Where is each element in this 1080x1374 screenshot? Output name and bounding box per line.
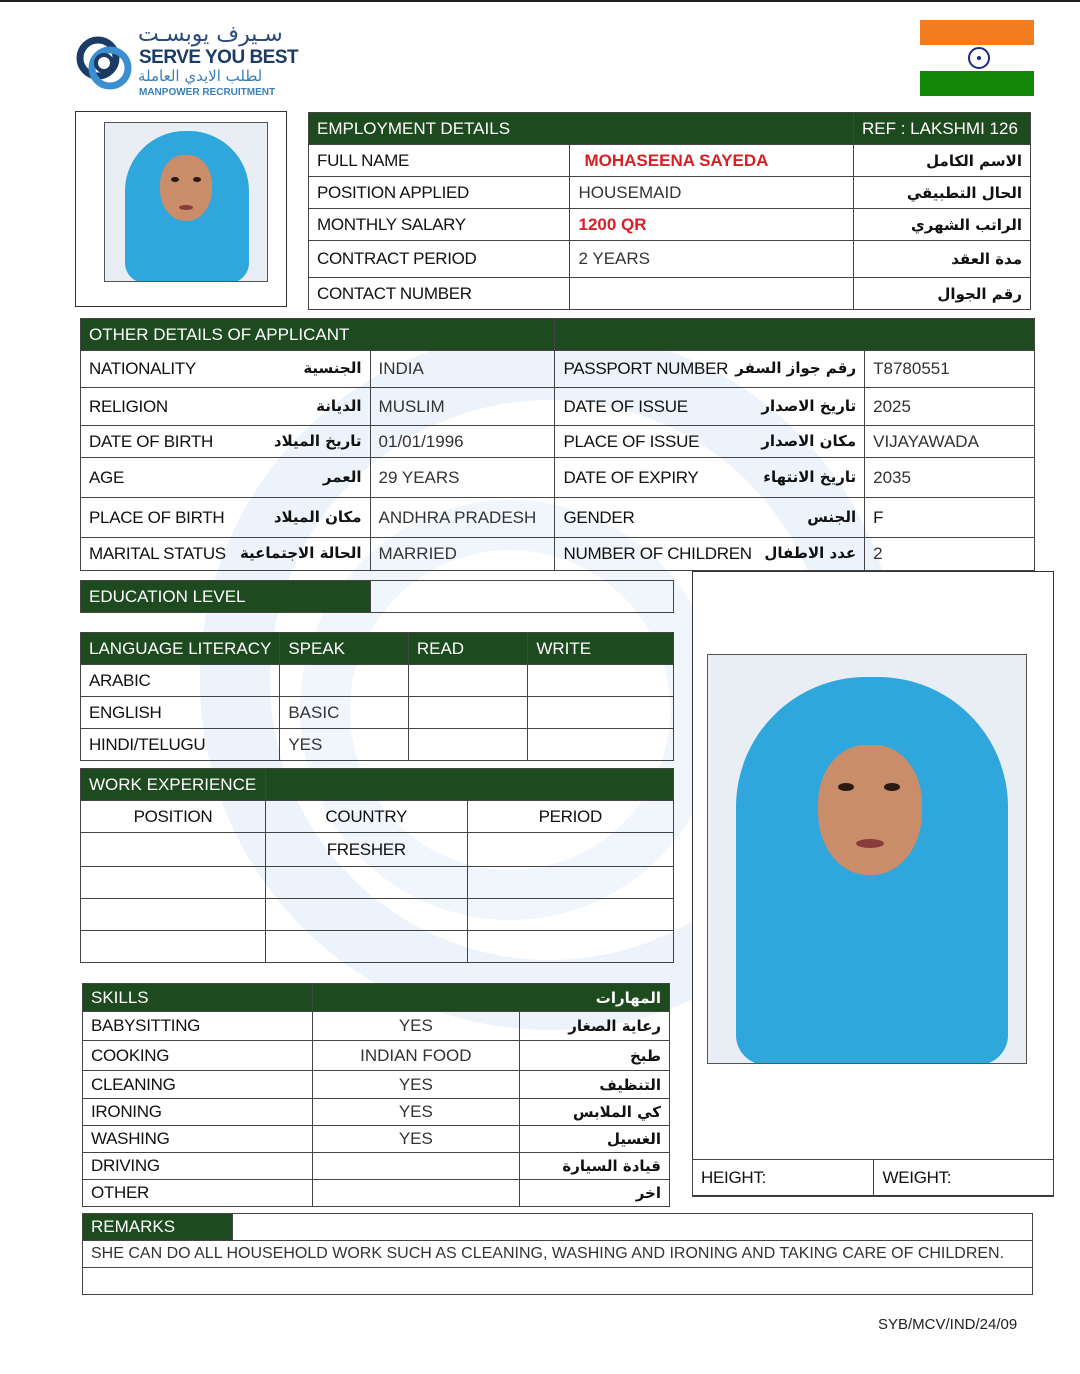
gender-label: GENDER <box>563 507 635 527</box>
dob-value: 01/01/1996 <box>370 426 555 458</box>
read-header: READ <box>408 633 527 665</box>
period-column: PERIOD <box>467 801 673 833</box>
table-row <box>81 729 674 761</box>
issue-place-arabic: مكان الاصدار <box>761 431 857 450</box>
contact-label: CONTACT NUMBER <box>309 278 570 310</box>
full-name-label: FULL NAME <box>309 145 570 177</box>
table-row <box>81 697 674 729</box>
logo-arabic-subtitle: لطلب الايدي العاملة <box>138 67 263 85</box>
logo-arabic-name: سـيرف يوبسـت <box>138 22 283 47</box>
passport-photo-frame <box>75 111 287 307</box>
ironing-arabic: كي الملابس <box>520 1099 670 1126</box>
other-details-header: OTHER DETAILS OF APPLICANT <box>81 319 555 351</box>
work-experience-table <box>80 768 674 963</box>
work-position <box>81 931 266 963</box>
contract-label: CONTRACT PERIOD <box>309 241 570 278</box>
language-header: LANGUAGE LITERACY <box>81 633 280 665</box>
work-country <box>265 931 467 963</box>
hindi-speak: YES <box>280 729 409 761</box>
work-position <box>81 899 266 931</box>
religion-value: MUSLIM <box>370 388 555 426</box>
passport-arabic: رقم جواز السفر <box>735 359 857 377</box>
nationality-arabic: الجنسية <box>303 359 362 377</box>
children-label: NUMBER OF CHILDREN <box>563 544 752 563</box>
table-row <box>83 1041 670 1071</box>
table-row <box>83 1126 670 1153</box>
passport-photo <box>104 122 268 282</box>
work-period <box>467 833 673 867</box>
arabic-write <box>528 665 674 697</box>
table-row <box>81 899 674 931</box>
contact-arabic: رقم الجوال <box>854 278 1031 310</box>
full-photo-frame <box>692 571 1054 1196</box>
salary-arabic: الراتب الشهري <box>854 209 1031 241</box>
position-column: POSITION <box>81 801 266 833</box>
gender-arabic: الجنس <box>807 507 857 526</box>
nationality-value: INDIA <box>370 351 555 388</box>
children-value: 2 <box>865 538 1035 571</box>
babysitting-value: YES <box>312 1012 520 1041</box>
contract-value: 2 YEARS <box>570 241 854 278</box>
position-value: HOUSEMAID <box>570 177 854 209</box>
other-skill-value <box>312 1180 520 1207</box>
issue-date-value: 2025 <box>865 388 1035 426</box>
hindi-write <box>528 729 674 761</box>
english-speak: BASIC <box>280 697 409 729</box>
washing-label: WASHING <box>83 1126 313 1153</box>
cleaning-label: CLEANING <box>83 1071 313 1099</box>
table-row <box>81 665 674 697</box>
write-header: WRITE <box>528 633 674 665</box>
height-label: HEIGHT: <box>693 1160 874 1197</box>
contract-arabic: مدة العقد <box>854 241 1031 278</box>
age-value: 29 YEARS <box>370 458 555 498</box>
full-name-value: MOHASEENA SAYEDA <box>570 145 854 177</box>
work-period <box>467 867 673 899</box>
india-flag-icon <box>920 20 1034 96</box>
position-arabic: الحال التطبيقي <box>854 177 1031 209</box>
other-details-header-blank <box>555 319 1035 351</box>
top-border <box>0 0 1080 2</box>
english-label: ENGLISH <box>81 697 280 729</box>
cooking-value: INDIAN FOOD <box>312 1041 520 1071</box>
arabic-label: ARABIC <box>81 665 280 697</box>
age-label: AGE <box>89 467 125 487</box>
table-row <box>83 1012 670 1041</box>
full-name-arabic: الاسم الكامل <box>854 145 1031 177</box>
salary-label: MONTHLY SALARY <box>309 209 570 241</box>
marital-label: MARITAL STATUS <box>89 544 226 563</box>
reference-number: REF : LAKSHMI 126 <box>854 113 1031 145</box>
passport-label: PASSPORT NUMBER <box>563 359 729 378</box>
logo-english-subtitle: MANPOWER RECRUITMENT <box>139 87 276 98</box>
dob-arabic: تاريخ الميلاد <box>273 431 362 450</box>
remarks-table <box>82 1213 1033 1295</box>
employment-header: EMPLOYMENT DETAILS <box>309 113 854 145</box>
education-value <box>370 581 673 613</box>
gender-value: F <box>865 498 1035 538</box>
issue-date-arabic: تاريخ الاصدار <box>761 396 857 415</box>
dob-label: DATE OF BIRTH <box>89 431 213 451</box>
work-header: WORK EXPERIENCE <box>81 769 266 801</box>
education-header: EDUCATION LEVEL <box>81 581 371 613</box>
issue-place-label: PLACE OF ISSUE <box>563 431 700 451</box>
expiry-value: 2035 <box>865 458 1035 498</box>
work-country: FRESHER <box>265 833 467 867</box>
remarks-text: SHE CAN DO ALL HOUSEHOLD WORK SUCH AS CLEANING, WASHING AND IRONING AND TAKING CARE OF CHILDREN. <box>83 1241 1033 1268</box>
arabic-speak <box>280 665 409 697</box>
salary-value: 1200 QR <box>570 209 854 241</box>
nationality-label: NATIONALITY <box>89 359 196 378</box>
cooking-label: COOKING <box>83 1041 313 1071</box>
cleaning-arabic: التنظيف <box>520 1071 670 1099</box>
table-row <box>83 1180 670 1207</box>
logo-english-name: SERVE YOU BEST <box>139 47 299 68</box>
education-table <box>80 580 674 613</box>
table-row <box>81 833 674 867</box>
birthplace-arabic: مكان الميلاد <box>273 507 362 526</box>
washing-value: YES <box>312 1126 520 1153</box>
company-logo-icon <box>72 28 136 98</box>
position-label: POSITION APPLIED <box>309 177 570 209</box>
babysitting-arabic: رعاية الصغار <box>520 1012 670 1041</box>
cooking-arabic: طبخ <box>520 1041 670 1071</box>
marital-value: MARRIED <box>370 538 555 571</box>
remarks-header: REMARKS <box>83 1214 233 1241</box>
table-row <box>83 1153 670 1180</box>
table-row <box>83 1099 670 1126</box>
work-header-blank <box>265 769 673 801</box>
ironing-label: IRONING <box>83 1099 313 1126</box>
skills-header: SKILLS <box>83 984 313 1012</box>
arabic-read <box>408 665 527 697</box>
expiry-label: DATE OF EXPIRY <box>563 467 699 487</box>
cleaning-value: YES <box>312 1071 520 1099</box>
other-skill-label: OTHER <box>83 1180 313 1207</box>
full-photo <box>707 654 1027 1064</box>
babysitting-label: BABYSITTING <box>83 1012 313 1041</box>
driving-label: DRIVING <box>83 1153 313 1180</box>
children-arabic: عدد الاطفال <box>764 544 857 562</box>
contact-value <box>570 278 854 310</box>
other-skill-arabic: اخر <box>520 1180 670 1207</box>
birthplace-label: PLACE OF BIRTH <box>89 507 225 527</box>
issue-date-label: DATE OF ISSUE <box>563 396 688 416</box>
ironing-value: YES <box>312 1099 520 1126</box>
work-period <box>467 899 673 931</box>
other-details-table <box>80 318 1035 571</box>
hindi-label: HINDI/TELUGU <box>81 729 280 761</box>
skills-table <box>82 983 670 1207</box>
driving-arabic: قيادة السيارة <box>520 1153 670 1180</box>
religion-label: RELIGION <box>89 396 168 416</box>
employment-details-table <box>308 112 1031 310</box>
remarks-blank-line <box>83 1268 1033 1295</box>
skills-header-arabic: المهارات <box>312 984 669 1012</box>
language-table <box>80 632 674 761</box>
work-country <box>265 867 467 899</box>
measurement-table <box>692 1159 1054 1197</box>
driving-value <box>312 1153 520 1180</box>
work-country <box>265 899 467 931</box>
marital-arabic: الحالة الاجتماعية <box>239 544 362 562</box>
speak-header: SPEAK <box>280 633 409 665</box>
issue-place-value: VIJAYAWADA <box>865 426 1035 458</box>
hindi-read <box>408 729 527 761</box>
document-code: SYB/MCV/IND/24/09 <box>878 1316 1018 1333</box>
ashoka-chakra-icon <box>968 47 990 69</box>
country-column: COUNTRY <box>265 801 467 833</box>
work-position <box>81 833 266 867</box>
washing-arabic: الغسيل <box>520 1126 670 1153</box>
work-period <box>467 931 673 963</box>
birthplace-value: ANDHRA PRADESH <box>370 498 555 538</box>
passport-value: T8780551 <box>865 351 1035 388</box>
table-row <box>81 867 674 899</box>
age-arabic: العمر <box>322 467 362 486</box>
religion-arabic: الديانة <box>316 396 362 415</box>
english-write <box>528 697 674 729</box>
table-row <box>81 931 674 963</box>
weight-label: WEIGHT: <box>874 1160 1054 1197</box>
remarks-header-blank <box>232 1214 1032 1241</box>
expiry-arabic: تاريخ الانتهاء <box>763 467 857 486</box>
table-row <box>83 1071 670 1099</box>
english-read <box>408 697 527 729</box>
work-position <box>81 867 266 899</box>
